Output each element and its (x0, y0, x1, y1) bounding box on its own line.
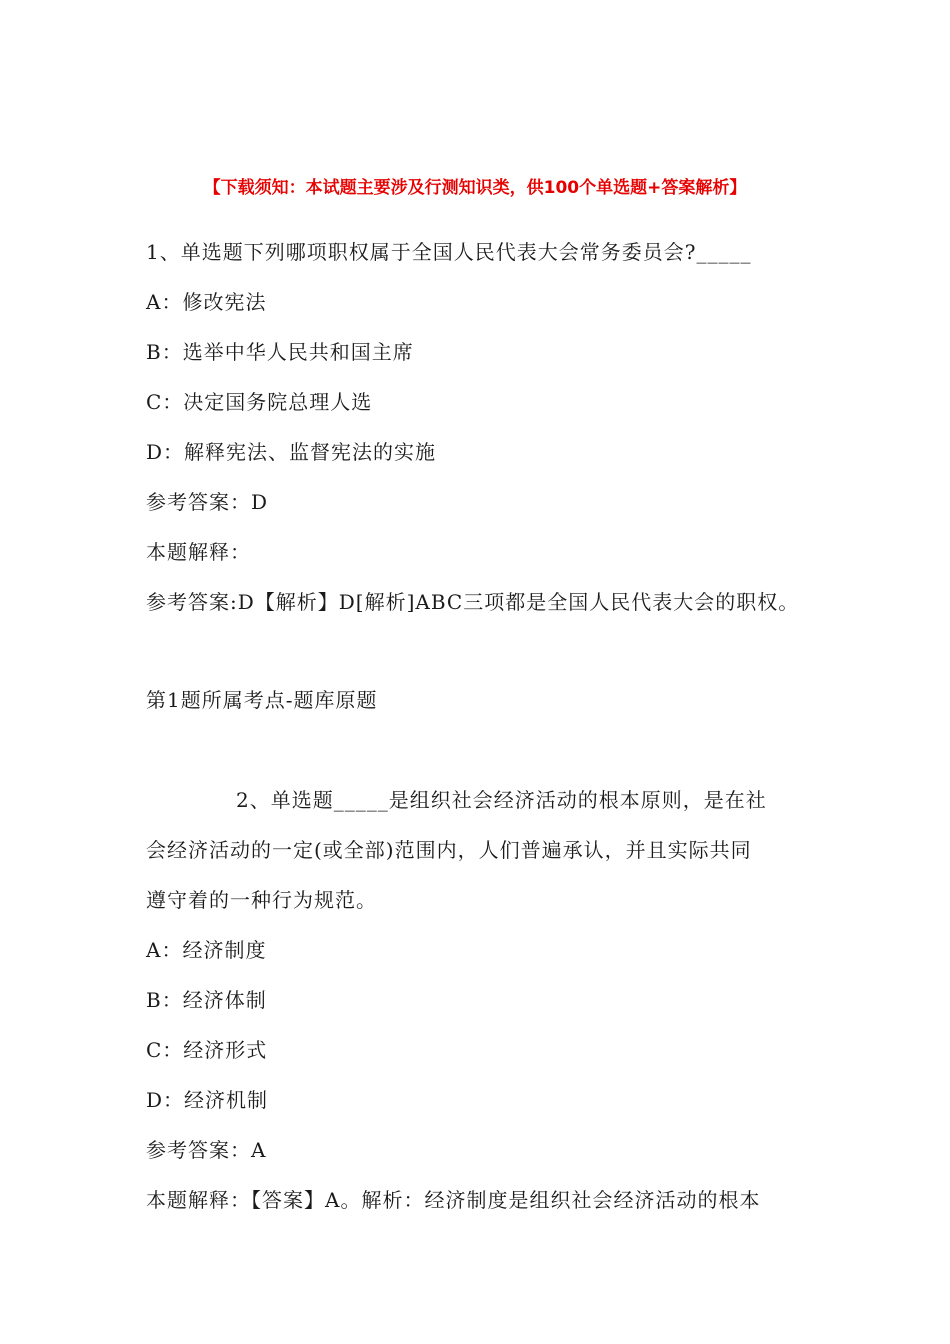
question-1-stem: 1、单选题下列哪项职权属于全国人民代表大会常务委员会?_____ (146, 240, 752, 264)
question-2-option-a: A：经济制度 (146, 938, 267, 962)
download-notice: 【下载须知：本试题主要涉及行测知识类，供100个单选题+答案解析】 (203, 178, 747, 198)
question-1-answer: 参考答案：D (146, 490, 269, 514)
question-2-option-c: C：经济形式 (146, 1038, 268, 1062)
question-1-explain-label: 本题解释： (146, 540, 251, 564)
question-2-stem-line-1: 2、单选题_____是组织社会经济活动的根本原则，是在社 (236, 788, 767, 812)
question-2-option-b: B：经济体制 (146, 988, 267, 1012)
question-2-explain-text: 本题解释：【答案】A。解析：经济制度是组织社会经济活动的根本 (146, 1188, 761, 1212)
question-1-option-d: D：解释宪法、监督宪法的实施 (146, 440, 437, 464)
question-1-point: 第1题所属考点-题库原题 (146, 688, 378, 712)
question-1-option-c: C：决定国务院总理人选 (146, 390, 373, 414)
question-2-stem-line-2: 会经济活动的一定(或全部)范围内，人们普遍承认，并且实际共同 (146, 838, 752, 862)
question-1-option-b: B：选举中华人民共和国主席 (146, 340, 414, 364)
question-1-option-a: A：修改宪法 (146, 290, 267, 314)
question-2-answer: 参考答案：A (146, 1138, 267, 1162)
question-1-explain-text: 参考答案:D【解析】D[解析]ABC三项都是全国人民代表大会的职权。 (146, 590, 800, 614)
question-2-option-d: D：经济机制 (146, 1088, 269, 1112)
question-2-stem-line-3: 遵守着的一种行为规范。 (146, 888, 377, 912)
